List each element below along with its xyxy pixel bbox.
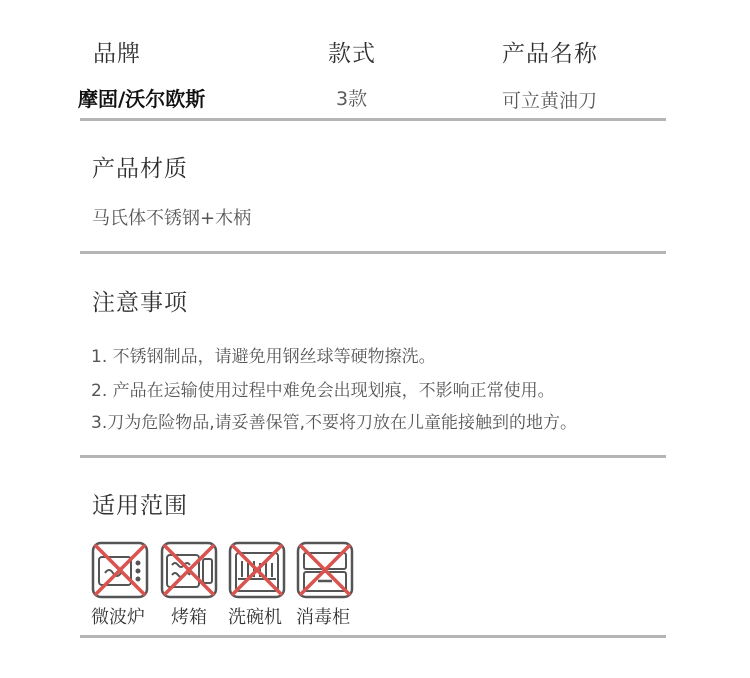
divider <box>80 118 666 121</box>
note-item-2: 2. 产品在运输使用过程中难免会出现划痕，不影响正常使用。 <box>91 381 555 401</box>
usage-title: 适用范围 <box>92 493 188 519</box>
note-item-1: 1. 不锈钢制品，请避免用钢丝球等硬物擦洗。 <box>91 347 436 367</box>
divider <box>80 455 666 458</box>
divider <box>80 251 666 254</box>
note-item-3: 3.刀为危险物品,请妥善保管,不要将刀放在儿童能接触到的地方。 <box>91 413 578 433</box>
dishwasher-icon <box>228 541 286 599</box>
sterilizer-cabinet-icon <box>296 541 354 599</box>
oven-icon <box>160 541 218 599</box>
brand-value: 摩固/沃尔欧斯 <box>78 87 206 111</box>
material-title: 产品材质 <box>92 156 188 182</box>
product-name-value: 可立黄油刀 <box>502 90 598 112</box>
microwave-icon <box>91 541 149 599</box>
notes-title: 注意事项 <box>92 290 188 316</box>
oven-label: 烤箱 <box>171 607 207 628</box>
dishwasher-label: 洗碗机 <box>228 607 282 628</box>
microwave-label: 微波炉 <box>91 607 145 628</box>
divider <box>80 635 666 638</box>
sterilizer-cabinet-label: 消毒柜 <box>296 607 350 628</box>
brand-header: 品牌 <box>93 41 141 67</box>
product-name-header: 产品名称 <box>502 41 598 67</box>
style-header: 款式 <box>328 41 376 67</box>
style-value: 3款 <box>336 88 368 110</box>
material-text: 马氏体不锈钢+木柄 <box>92 208 252 229</box>
